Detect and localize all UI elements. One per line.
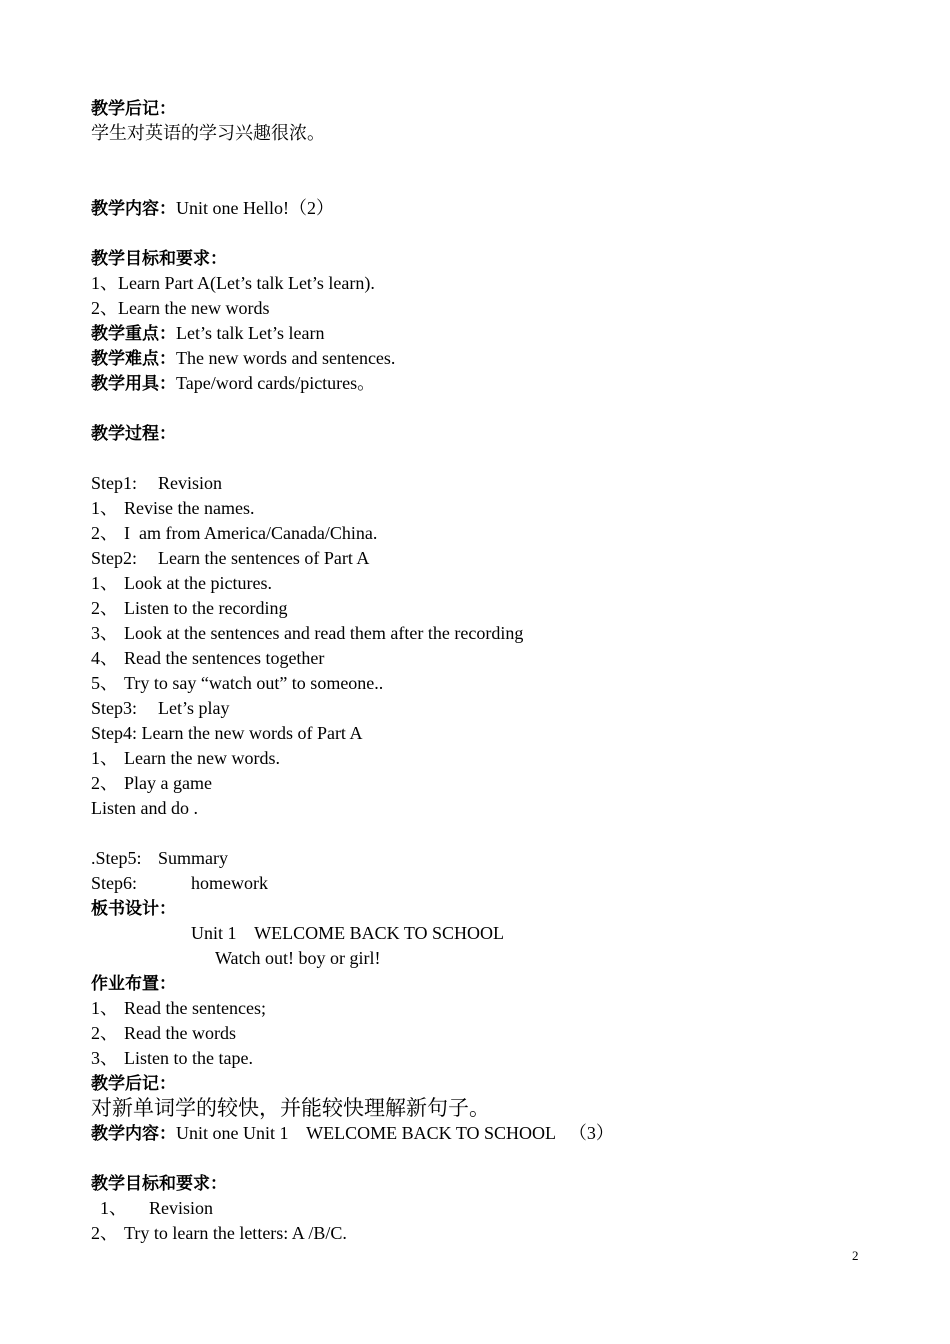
doc-line: [91, 621, 891, 646]
list-number: 4、: [91, 648, 118, 668]
line-text: Read the sentences together: [124, 648, 325, 668]
doc-line: Step4: Learn the new words of Part A: [91, 723, 363, 743]
section-heading: 教学难点：: [91, 349, 176, 369]
doc-line: [91, 846, 891, 871]
line-text: Read the sentences;: [124, 998, 266, 1018]
line-text: Unit one Unit 1 WELCOME BACK TO SCHOOL （3）: [176, 1123, 614, 1143]
doc-line: [91, 1071, 891, 1096]
doc-line: [91, 421, 891, 446]
section-heading: 教学过程：: [91, 424, 176, 444]
doc-line: [91, 321, 891, 346]
list-number: 2、: [91, 773, 118, 793]
doc-line: [91, 571, 891, 596]
doc-line: 1、Learn Part A(Let’s talk Let’s learn).: [91, 273, 375, 293]
doc-line: [91, 346, 891, 371]
section-heading: 教学内容：: [91, 199, 176, 219]
blank-line: [91, 446, 891, 471]
line-text: Revise the names.: [124, 498, 255, 518]
line-text: homework: [191, 873, 268, 893]
list-number: 2、: [91, 1223, 118, 1243]
blank-line: [91, 821, 891, 846]
doc-line: [91, 646, 891, 671]
section-heading: 板书设计：: [91, 899, 176, 919]
line-text: Look at the sentences and read them after the recording: [124, 623, 524, 643]
line-text: Revision: [149, 1198, 214, 1218]
doc-line: 2、Learn the new words: [91, 298, 270, 318]
list-number: 2、: [91, 598, 118, 618]
line-text: Learn the new words.: [124, 748, 280, 768]
step-label: Step6:: [91, 873, 138, 893]
doc-line: [91, 1171, 891, 1196]
list-number: 1、: [91, 748, 118, 768]
list-number: 1、: [91, 498, 118, 518]
doc-line: [91, 771, 891, 796]
list-number: 3、: [91, 623, 118, 643]
line-text: Let’s talk Let’s learn: [176, 323, 325, 343]
doc-line: [91, 1221, 891, 1246]
doc-line: [91, 521, 891, 546]
line-text: Listen to the tape.: [124, 1048, 253, 1068]
section-heading: 教学用具：: [91, 374, 176, 394]
doc-line: [91, 896, 891, 921]
section-heading: 教学后记：: [91, 99, 176, 119]
step-label: Step2:: [91, 548, 138, 568]
blank-line: [91, 221, 891, 246]
line-text: I am from America/Canada/China.: [124, 523, 378, 543]
doc-line: Listen and do .: [91, 798, 198, 818]
list-number: 3、: [91, 1048, 118, 1068]
line-text: Revision: [158, 473, 223, 493]
section-heading: 作业布置：: [91, 974, 176, 994]
doc-line: [91, 96, 891, 121]
section-heading: 教学目标和要求：: [91, 249, 227, 269]
section-heading: 教学目标和要求：: [91, 1174, 227, 1194]
list-number: 1、: [91, 573, 118, 593]
doc-line: [91, 696, 891, 721]
line-text: Try to learn the letters: A /B/C.: [124, 1223, 347, 1243]
doc-line: [91, 1196, 891, 1221]
doc-line: [91, 871, 891, 896]
blank-line: [91, 171, 891, 196]
doc-line: [91, 671, 891, 696]
line-text: Let’s play: [158, 698, 230, 718]
doc-line: 对新单词学的较快，并能较快理解新句子。: [91, 1096, 490, 1120]
list-number: 1、: [91, 998, 118, 1018]
doc-line: [91, 196, 891, 221]
section-heading: 教学内容：: [91, 1124, 176, 1144]
doc-line: [91, 971, 891, 996]
line-text: Listen to the recording: [124, 598, 288, 618]
line-text: Look at the pictures.: [124, 573, 272, 593]
page-number: 2: [852, 1248, 859, 1263]
doc-line: [91, 546, 891, 571]
line-text: Unit one Hello!（2）: [176, 198, 334, 218]
doc-line: [91, 246, 891, 271]
document-page: [91, 96, 891, 1246]
line-text: Play a game: [124, 773, 212, 793]
blank-line: [91, 396, 891, 421]
step-label: .Step5:: [91, 848, 142, 868]
section-heading: 教学重点：: [91, 324, 176, 344]
doc-line: 学生对英语的学习兴趣很浓。: [91, 123, 325, 143]
section-heading: 教学后记：: [91, 1074, 176, 1094]
line-text: Read the words: [124, 1023, 236, 1043]
doc-line: [91, 471, 891, 496]
list-number: 1、: [100, 1198, 127, 1218]
line-text: Summary: [158, 848, 228, 868]
line-text: Try to say “watch out” to someone..: [124, 673, 384, 693]
step-label: Step3:: [91, 698, 138, 718]
doc-line: [91, 496, 891, 521]
doc-line: [91, 996, 891, 1021]
blank-line: [91, 1146, 891, 1171]
board-subtitle: Watch out! boy or girl!: [215, 948, 381, 968]
step-label: Step1:: [91, 473, 138, 493]
list-number: 2、: [91, 1023, 118, 1043]
line-text: The new words and sentences.: [176, 348, 396, 368]
doc-line: [91, 1121, 891, 1146]
doc-line: [91, 371, 891, 396]
doc-line: [91, 1021, 891, 1046]
blank-line: [91, 146, 891, 171]
list-number: 5、: [91, 673, 118, 693]
doc-line: [91, 746, 891, 771]
list-number: 2、: [91, 523, 118, 543]
doc-line: [91, 596, 891, 621]
line-text: Learn the sentences of Part A: [158, 548, 370, 568]
board-title: Unit 1 WELCOME BACK TO SCHOOL: [191, 923, 505, 943]
line-text: Tape/word cards/pictures。: [176, 373, 376, 393]
doc-line: [91, 1046, 891, 1071]
